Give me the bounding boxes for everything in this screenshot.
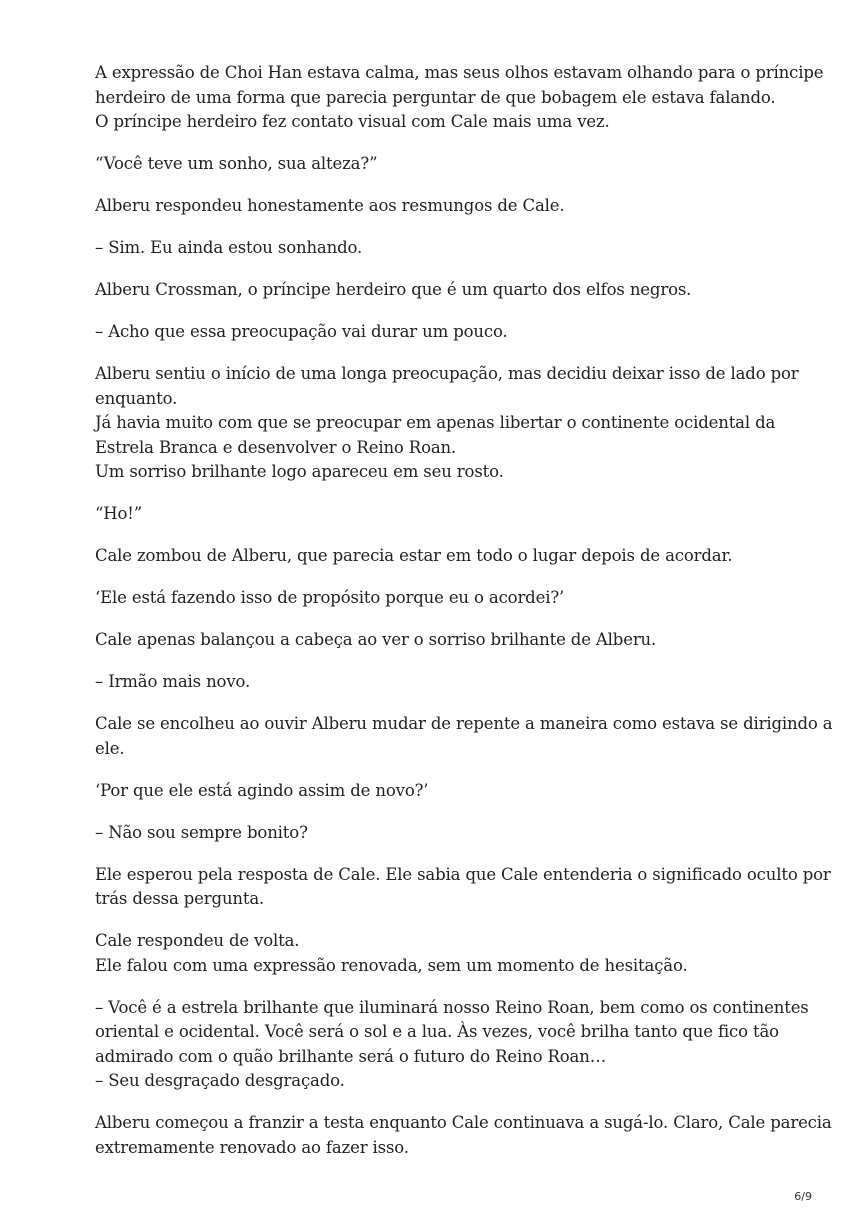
paragraph: [95, 996, 809, 1094]
text-line: enquanto.: [95, 388, 178, 408]
text-line: extremamente renovado ao fazer isso.: [95, 1137, 409, 1157]
paragraph: [95, 821, 785, 846]
text-line: Alberu começou a franzir a testa enquanto Cale continuava a sugá-lo. Claro, Cale parecia: [95, 1113, 832, 1132]
paragraph: [95, 61, 824, 135]
document-page: [95, 61, 833, 1178]
text-line: Cale se encolheu ao ouvir Alberu mudar de repente a maneira como estava se dirigindo a: [95, 714, 833, 733]
text-line: Alberu respondeu honestamente aos resmungos de Cale.: [95, 196, 565, 215]
paragraph: [95, 670, 785, 695]
paragraph: [95, 779, 785, 804]
text-line: Já havia muito com que se preocupar em apenas libertar o continente ocidental da: [95, 413, 776, 432]
paragraph: [95, 236, 785, 261]
paragraph: [95, 502, 785, 527]
text-line: “Você teve um sonho, sua alteza?”: [95, 154, 378, 173]
paragraph: [95, 929, 785, 978]
text-line: “Ho!”: [95, 504, 143, 523]
text-line: Alberu sentiu o início de uma longa preocupação, mas decidiu deixar isso de lado por: [95, 364, 799, 383]
text-line: Estrela Branca e desenvolver o Reino Roan.: [95, 437, 457, 457]
paragraph: [95, 1111, 832, 1160]
text-line: ele.: [95, 738, 125, 758]
paragraph: [95, 194, 785, 219]
paragraph: [95, 278, 785, 303]
text-line: – Acho que essa preocupação vai durar um pouco.: [95, 322, 508, 341]
text-line: trás dessa pergunta.: [95, 889, 265, 908]
text-line: A expressão de Choi Han estava calma, mas seus olhos estavam olhando para o príncipe: [95, 63, 824, 82]
text-line: – Você é a estrela brilhante que iluminará nosso Reino Roan, bem como os continentes: [95, 997, 809, 1017]
text-line: O príncipe herdeiro fez contato visual com Cale mais uma vez.: [95, 112, 610, 131]
text-line: admirado com o quão brilhante será o futuro do Reino Roan…: [95, 1046, 607, 1066]
paragraph: [95, 863, 831, 912]
text-line: – Não sou sempre bonito?: [95, 822, 308, 842]
text-line: – Irmão mais novo.: [95, 672, 251, 691]
text-line: – Sim. Eu ainda estou sonhando.: [95, 238, 363, 257]
text-line: Um sorriso brilhante logo apareceu em seu rosto.: [95, 462, 504, 481]
paragraph: [95, 362, 799, 485]
text-line: Ele esperou pela resposta de Cale. Ele sabia que Cale entenderia o significado oculto por: [95, 864, 831, 884]
text-line: ‘Por que ele está agindo assim de novo?’: [95, 780, 429, 800]
text-line: Cale zombou de Alberu, que parecia estar em todo o lugar depois de acordar.: [95, 546, 733, 565]
paragraph: [95, 586, 785, 611]
paragraph: [95, 628, 785, 653]
text-line: Ele falou com uma expressão renovada, sem um momento de hesitação.: [95, 955, 688, 975]
paragraph: [95, 712, 833, 761]
text-line: herdeiro de uma forma que parecia perguntar de que bobagem ele estava falando.: [95, 87, 776, 107]
paragraph: [95, 544, 785, 569]
text-line: – Seu desgraçado desgraçado.: [95, 1071, 345, 1090]
paragraph: [95, 152, 785, 177]
text-line: oriental e ocidental. Você será o sol e a lua. Às vezes, você brilha tanto que fico tão: [95, 1022, 779, 1041]
text-line: ‘Ele está fazendo isso de propósito porque eu o acordei?’: [95, 588, 565, 607]
text-line: Cale apenas balançou a cabeça ao ver o sorriso brilhante de Alberu.: [95, 630, 657, 649]
paragraph: [95, 320, 785, 345]
text-line: Cale respondeu de volta.: [95, 931, 300, 950]
page-number: 6/9: [794, 1190, 812, 1203]
text-line: Alberu Crossman, o príncipe herdeiro que é um quarto dos elfos negros.: [95, 280, 692, 299]
